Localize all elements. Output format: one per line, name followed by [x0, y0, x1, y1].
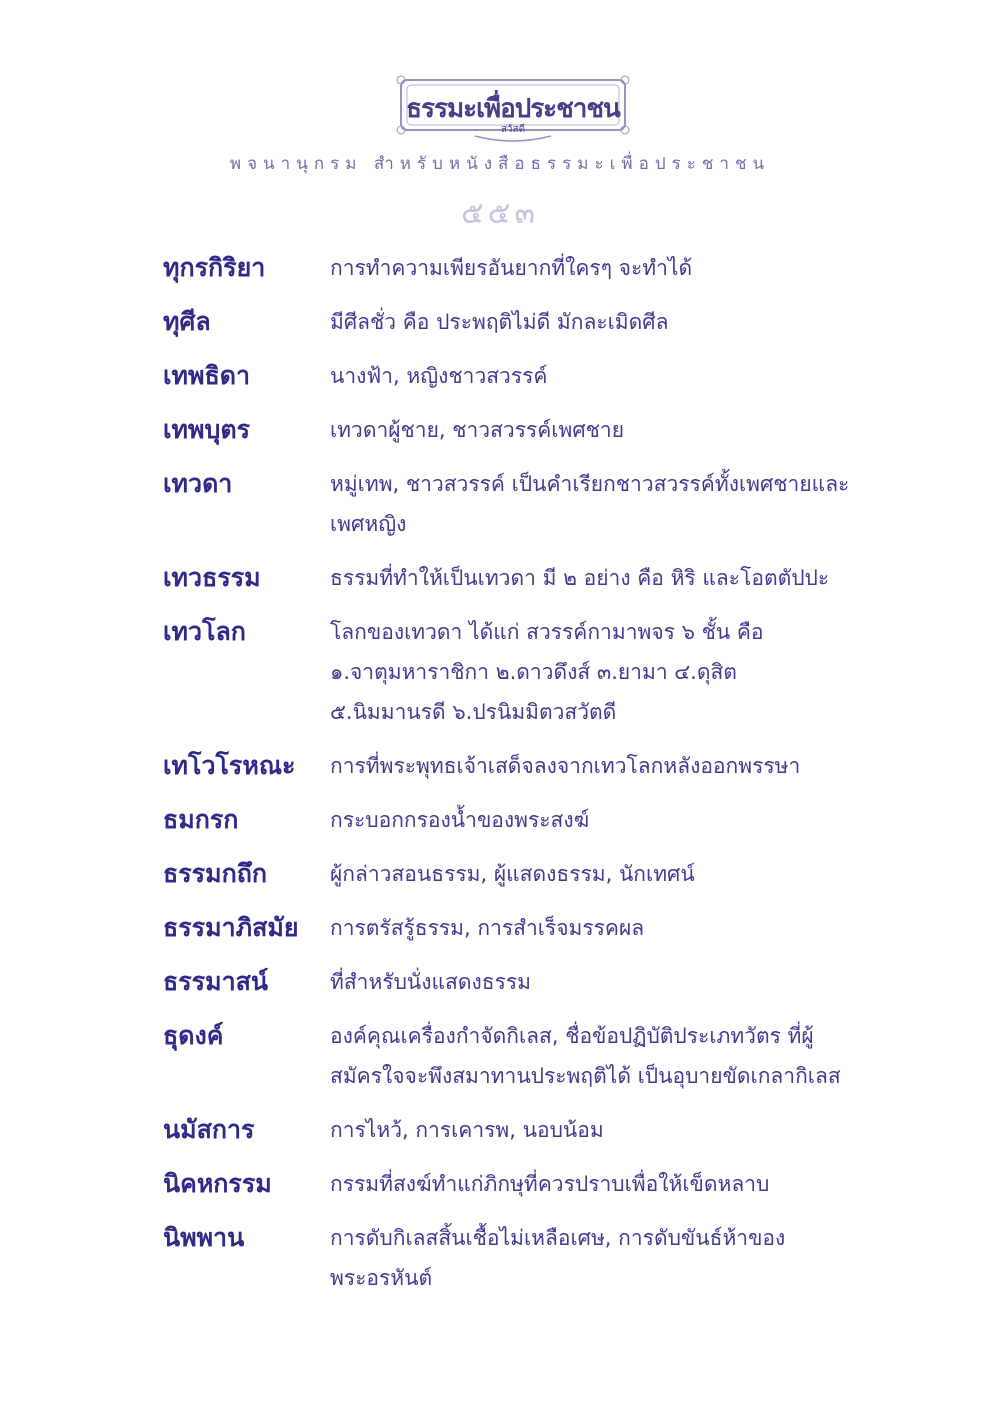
page-number: ๕๕๓	[461, 196, 539, 231]
definition-line: การตรัสรู้ธรรม, การสำเร็จมรรคผล	[330, 916, 645, 940]
glossary-entry	[163, 1218, 903, 1298]
entry-definition	[330, 1164, 903, 1204]
glossary-entry	[163, 908, 903, 948]
definition-line: การทำความเพียรอันยากที่ใครๆ จะทำได้	[330, 256, 693, 280]
definition-line: ๑.จาตุมหาราชิกา ๒.ดาวดึงส์ ๓.ยามา ๔.ดุสิต	[330, 660, 737, 684]
entry-definition	[330, 558, 903, 598]
entry-term: เทพบุตร	[163, 415, 251, 444]
entry-definition	[330, 464, 903, 544]
glossary-entry	[163, 612, 903, 732]
definition-line: โลกของเทวดา ได้แก่ สวรรค์กามาพจร ๖ ชั้น คือ	[330, 620, 764, 644]
definition-line: เทวดาผู้ชาย, ชาวสวรรค์เพศชาย	[330, 418, 624, 442]
entry-term: เทวธรรม	[163, 563, 261, 592]
entry-definition	[330, 410, 903, 450]
glossary-entry	[163, 410, 903, 450]
entry-definition	[330, 800, 903, 840]
glossary-entry	[163, 464, 903, 544]
glossary-entry	[163, 1016, 903, 1096]
entry-definition	[330, 612, 903, 732]
glossary-entry	[163, 746, 903, 786]
definition-line: กรรมที่สงฆ์ทำแก่ภิกษุที่ควรปราบเพื่อให้เข็ดหลาบ	[330, 1172, 770, 1196]
entry-definition	[330, 962, 903, 1002]
entry-term: ธรรมกถึก	[163, 859, 268, 888]
glossary-entry	[163, 962, 903, 1002]
definition-line: ธรรมที่ทำให้เป็นเทวดา มี ๒ อย่าง คือ หิริ และโอตตัปปะ	[330, 566, 830, 590]
definition-line: การไหว้, การเคารพ, นอบน้อม	[330, 1118, 604, 1142]
logo-title: ธรรมะเพื่อประชาชน	[406, 94, 620, 124]
entry-definition	[330, 746, 903, 786]
entry-definition	[330, 854, 903, 894]
entry-definition	[330, 908, 903, 948]
definition-line: ๕.นิมมานรดี ๖.ปรนิมมิตวสวัตดี	[330, 700, 617, 724]
entry-definition	[330, 302, 903, 342]
book-logo	[395, 74, 631, 146]
entry-definition	[330, 248, 903, 288]
entry-term: เทพธิดา	[163, 361, 251, 390]
logo-subtitle: สวัสดี	[500, 124, 526, 135]
header-subtitle: พจนานุกรม สำหรับหนังสือธรรมะเพื่อประชาชน	[229, 154, 771, 174]
definition-line: มีศีลชั่ว คือ ประพฤติไม่ดี มักละเมิดศีล	[330, 310, 669, 334]
entry-term: นิคหกรรม	[163, 1169, 272, 1198]
entry-definition	[330, 1110, 903, 1150]
definition-line: การดับกิเลสสิ้นเชื้อไม่เหลือเศษ, การดับขันธ์ห้าของ	[330, 1226, 786, 1250]
entry-term: เทโวโรหณะ	[163, 751, 296, 780]
entry-term: เทวโลก	[163, 617, 246, 646]
definition-line: สมัครใจจะพึงสมาทานประพฤติได้ เป็นอุบายขัดเกลากิเลส	[330, 1064, 841, 1088]
entry-definition	[330, 1218, 903, 1298]
glossary-entry	[163, 1110, 903, 1150]
definition-line: กระบอกกรองน้ำของพระสงฆ์	[330, 808, 590, 832]
entry-term: ทุกรกิริยา	[163, 253, 266, 282]
glossary-entry	[163, 558, 903, 598]
definition-line: องค์คุณเครื่องกำจัดกิเลส, ชื่อข้อปฏิบัติประเภทวัตร ที่ผู้	[330, 1024, 814, 1048]
entry-term: ธุดงค์	[163, 1021, 224, 1050]
glossary-entry	[163, 854, 903, 894]
entry-term: นมัสการ	[163, 1115, 255, 1144]
glossary-list	[163, 248, 903, 1312]
definition-line: นางฟ้า, หญิงชาวสวรรค์	[330, 364, 548, 388]
entry-term: นิพพาน	[163, 1223, 245, 1252]
definition-line: ที่สำหรับนั่งแสดงธรรม	[330, 970, 531, 994]
glossary-entry	[163, 302, 903, 342]
entry-definition	[330, 356, 903, 396]
entry-term: ธมกรก	[163, 805, 239, 834]
glossary-entry	[163, 800, 903, 840]
glossary-entry	[163, 248, 903, 288]
glossary-entry	[163, 356, 903, 396]
entry-term: ธรรมาสน์	[163, 967, 268, 996]
entry-term: เทวดา	[163, 469, 233, 498]
entry-term: ธรรมาภิสมัย	[163, 913, 299, 942]
definition-line: การที่พระพุทธเจ้าเสด็จลงจากเทวโลกหลังออกพรรษา	[330, 754, 801, 778]
entry-definition	[330, 1016, 903, 1096]
definition-line: เพศหญิง	[330, 512, 407, 536]
glossary-entry	[163, 1164, 903, 1204]
definition-line: หมู่เทพ, ชาวสวรรค์ เป็นคำเรียกชาวสวรรค์ทั้งเพศชายและ	[330, 472, 850, 496]
entry-term: ทุศีล	[163, 307, 211, 336]
definition-line: พระอรหันต์	[330, 1266, 433, 1290]
definition-line: ผู้กล่าวสอนธรรม, ผู้แสดงธรรม, นักเทศน์	[330, 862, 695, 886]
